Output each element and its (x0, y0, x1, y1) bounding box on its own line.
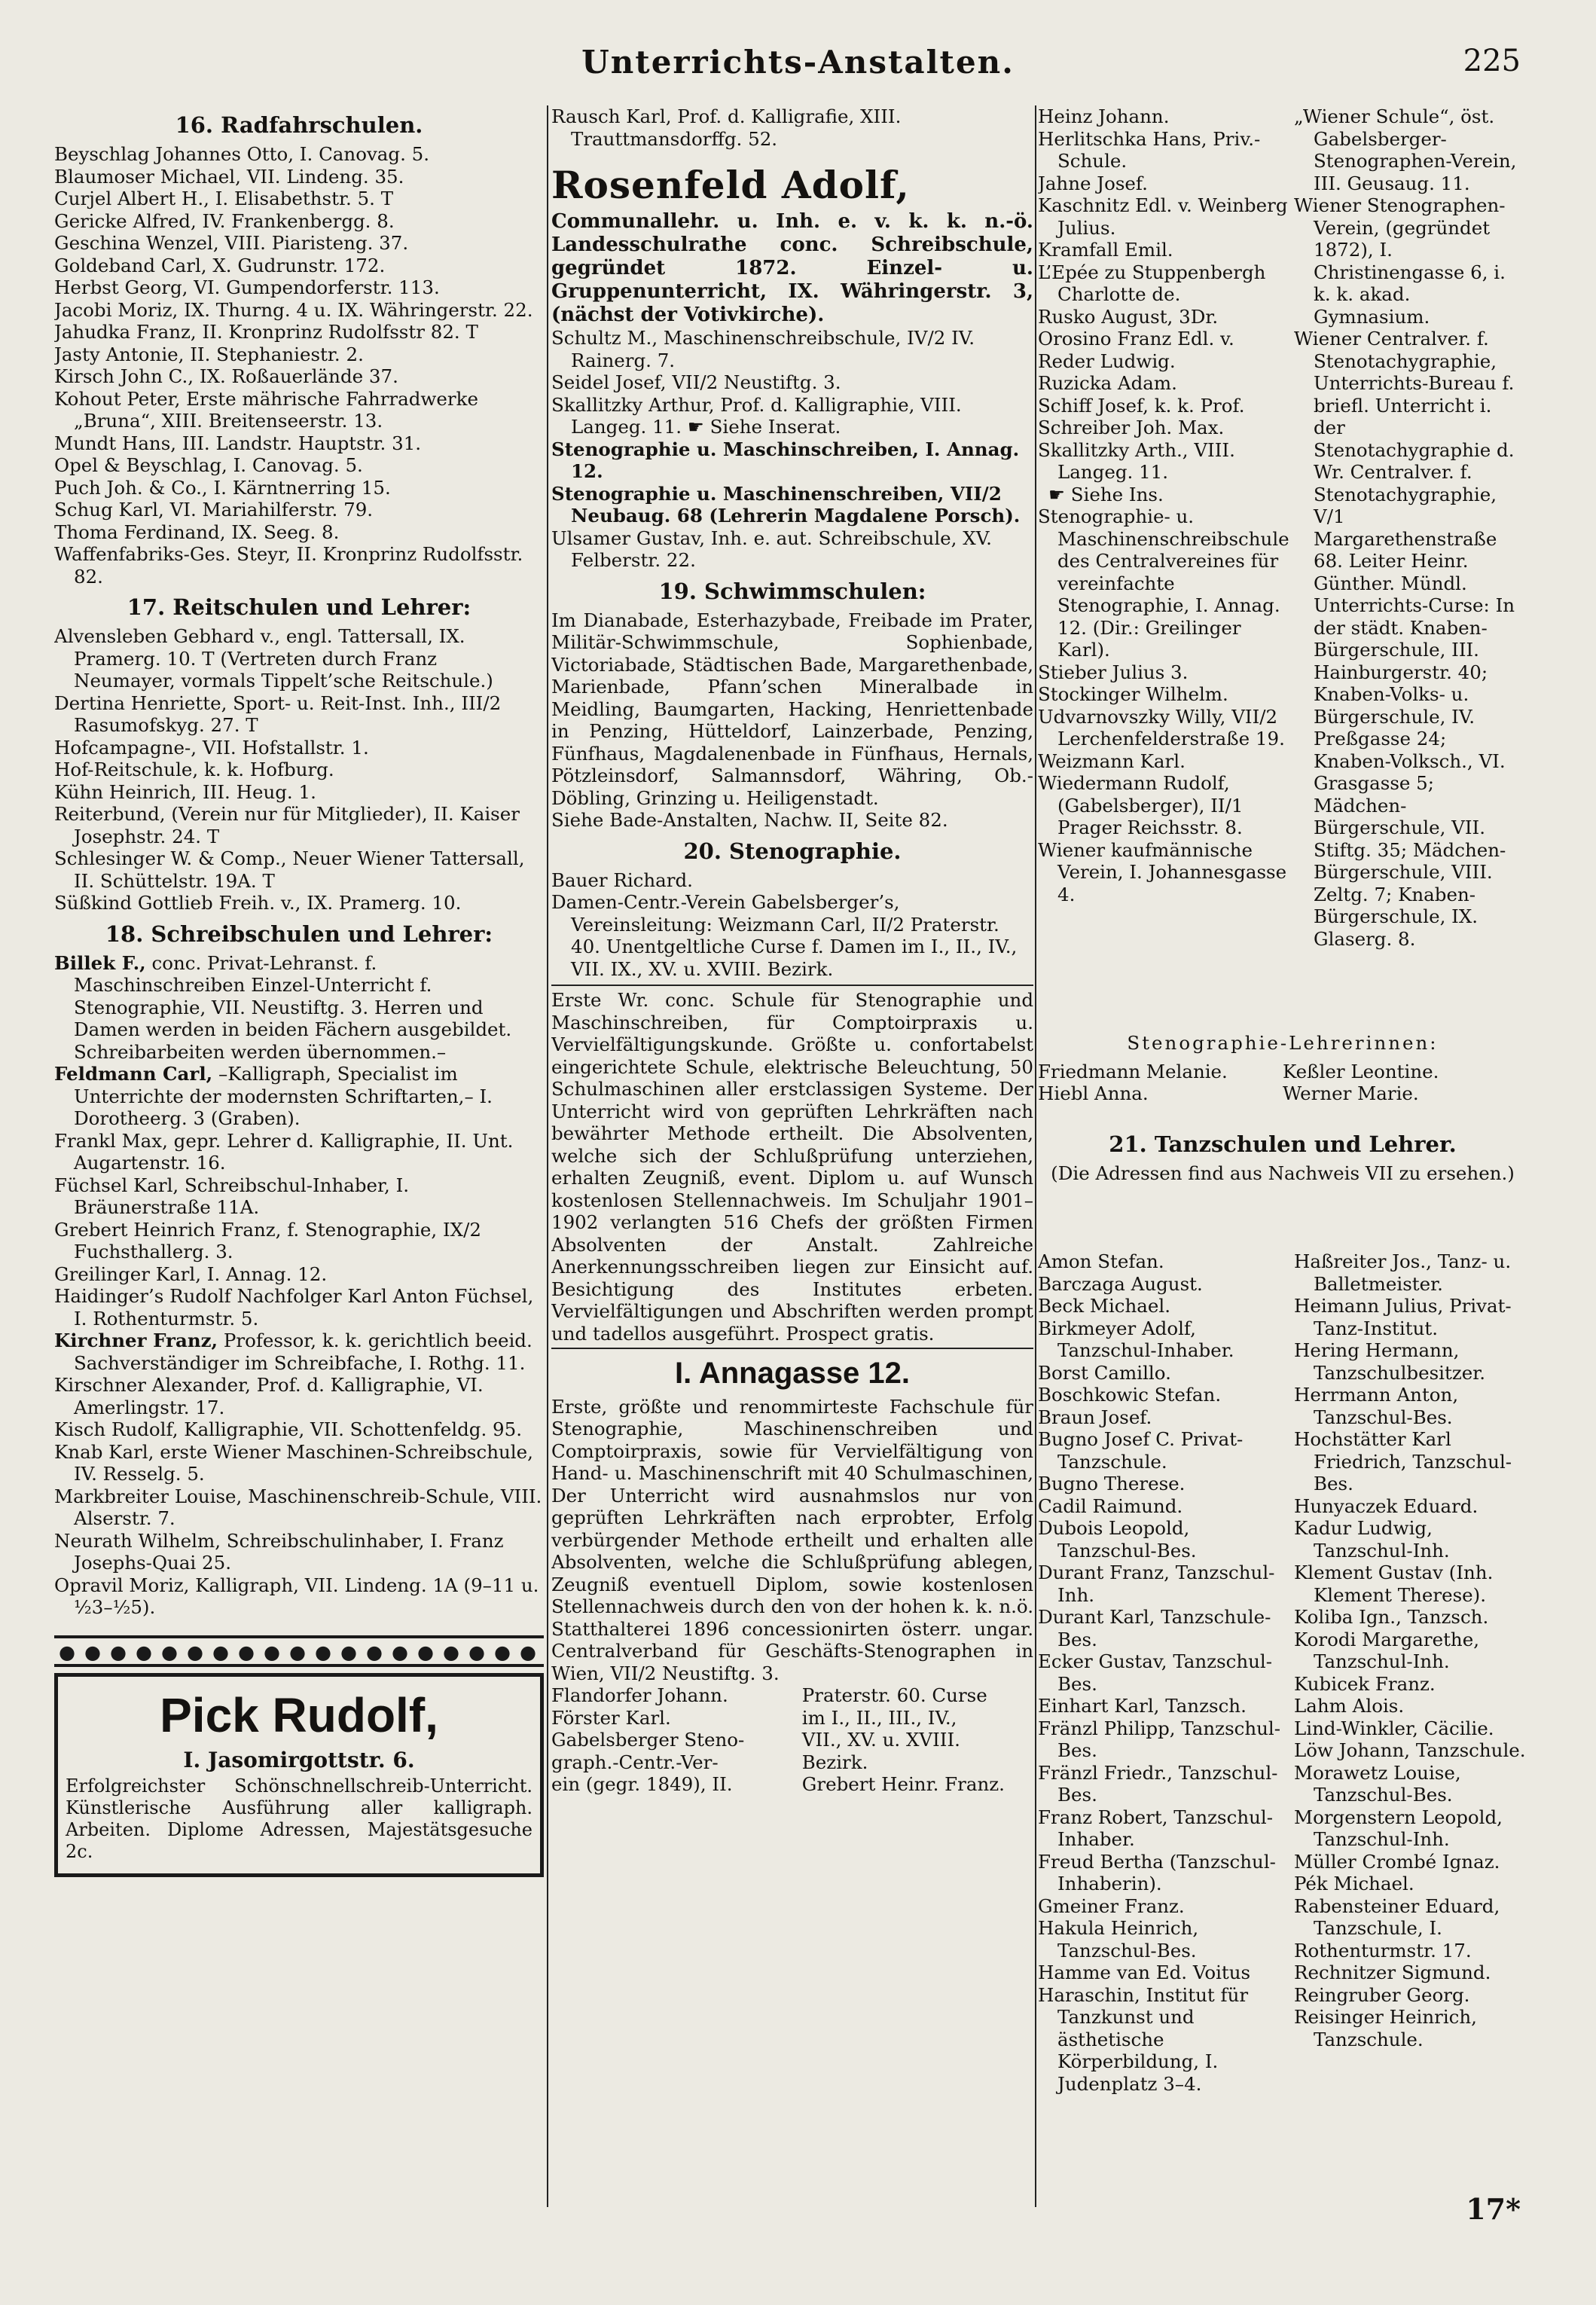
list-item: Haßreiter Jos., Tanz- u. Balletmeister. (1294, 1250, 1512, 1295)
column-2 (551, 105, 1033, 2207)
list-item: Bauer Richard. (551, 869, 693, 891)
list-item: Stenographie- u. Maschinenschreibschule des Centralvereines für vereinfachte Stenographie, I. Annag. 12. (Dir.: Greilinger Karl). (1038, 505, 1289, 661)
table-cell: graph.-Centr.-Ver- (551, 1751, 719, 1773)
list-item: Schlesinger W. & Comp., Neuer Wiener Tattersall, II. Schüttelstr. 19A. T (54, 847, 525, 892)
list-item: Udvarnovszky Willy, VII/2 Lerchenfelderstraße 19. (1038, 705, 1285, 750)
table-row (551, 1729, 1033, 1751)
list-item: Stieber Julius 3. (1038, 661, 1189, 683)
list-item: Gmeiner Franz. (1038, 1894, 1185, 1917)
list-item: Fränzl Philipp, Tanzschul-Bes. (1038, 1717, 1281, 1761)
table-cell: Förster Karl. (551, 1706, 671, 1729)
table-cell: VII., XV. u. XVIII. (801, 1729, 960, 1751)
list-item: Kadur Ludwig, Tanzschul-Inh. (1294, 1517, 1450, 1562)
section-heading: 20. Stenographie. (683, 838, 902, 864)
schwimm-note: Siehe Bade-Anstalten, Nachw. II, Seite 82. (551, 809, 948, 831)
ad-name: Pick Rudolf, (160, 1687, 438, 1742)
list-item: Geschina Wenzel, VIII. Piaristeng. 37. (54, 232, 409, 254)
list-item: Alvensleben Gebhard v., engl. Tattersall, IX. Pramerg. 10. T (Vertreten durch Franz Neumayer, vormals Tippelt’sche Reitschule.) (54, 625, 493, 692)
list-item: Ruzicka Adam. (1038, 372, 1177, 394)
list-item: Pék Michael. (1294, 1873, 1414, 1894)
list-item: Herlitschka Hans, Priv.-Schule. (1038, 127, 1261, 172)
table-cell: Gabelsberger Steno- (551, 1729, 745, 1751)
list-item: Wiener Stenographen-Verein, (gegründet 1872), I. Christinengasse 6, i. k. k. akad. Gymnasium. (1294, 194, 1506, 328)
list-item: Bugno Josef C. Privat-Tanzschule. (1038, 1428, 1244, 1473)
erste-schule-text: Erste Wr. conc. Schule für Stenographie und Maschinschreiben, für Comptoirpraxis u. Vervielfältigungskunde. Größte u. confortabelst eingerichtete Schule, elektrische Beleuchtung, 50 Schulmaschinen aller erstclassigen Systeme. Der Unterricht wird von geprüften Lehrkräften nach bewährter Methode ertheilt. Die Absolventen, welche sich der Schlußprüfung unterziehen, erhalten Zeugniß, event. Diplom u. auf Wunsch kostenlosen Stellennachweis. Im Schuljahr 1901–1902 verlangten 516 Chefs der größten Firmen Absolventen der Anstalt. Zahlreiche Anerkennungsschreiben liegen zur Einsicht auf. Besichtigung des Institutes erbeten. Vervielfältigungen und Abschriften werden prompt und tadellos ausgeführt. Prospect gratis. (551, 989, 1033, 1345)
list-item: Curjel Albert H., I. Elisabethstr. 5. T (54, 188, 394, 209)
list-item: Skallitzky Arthur, Prof. d. Kalligraphie, VIII. Langeg. 11. ☛ Siehe Inserat. (551, 393, 962, 438)
list-item: Klement Gustav (Inh. Klement Therese). (1294, 1562, 1494, 1606)
tanz-note: (Die Adressen find aus Nachweis VII zu ersehen.) (1051, 1162, 1515, 1184)
list-item: Gericke Alfred, IV. Frankenbergg. 8. (54, 209, 395, 232)
list-item: Braun Josef. (1038, 1406, 1152, 1428)
list-item: Schug Karl, VI. Mariahilferstr. 79. (54, 499, 374, 521)
table-cell: Werner Marie. (1283, 1082, 1419, 1104)
list-item: Kohout Peter, Erste mährische Fahrradwerke „Bruna“, XIII. Breitenseerstr. 13. (54, 387, 478, 432)
list-item: Schreiber Joh. Max. (1038, 417, 1225, 438)
ad-text: Erfolgreichster Schönschnellschreib-Unterricht. Künstlerische Ausführung aller kalligraph. Arbeiten. Diplome Adressen, Majestätsgesuche 2c. (66, 1775, 533, 1862)
list-item: Hof-Reitschule, k. k. Hofburg. (54, 759, 334, 780)
list-item: Opravil Moriz, Kalligraph, VII. Lindeng. 1A (9–11 u. ½3–½5). (54, 1574, 539, 1618)
list-item: Weizmann Karl. (1038, 750, 1186, 772)
list-item: Birkmeyer Adolf, Tanzschul-Inhaber. (1038, 1317, 1234, 1361)
list-item: Dertina Henriette, Sport- u. Reit-Inst. Inh., III/2 Rasumofskyg. 27. T (54, 692, 502, 736)
list-item: Frankl Max, gepr. Lehrer d. Kalligraphie, II. Unt. Augartenstr. 16. (54, 1129, 514, 1174)
table-row (551, 1684, 1033, 1707)
list-item: Orosino Franz Edl. v. (1038, 328, 1234, 350)
bottom-table (551, 1684, 1033, 1796)
list-item: Thoma Ferdinand, IX. Seeg. 8. (54, 521, 340, 543)
reit-list (54, 625, 544, 914)
list-item: Skallitzky Arth., VIII. Langeg. 11. (1038, 438, 1235, 483)
list-item: Blaumoser Michael, VII. Lindeng. 35. (54, 165, 404, 188)
list-item: Feldmann Carl, –Kalligraph, Specialist im Unterrichte der modernsten Schriftarten,– I. Dorotheerg. 3 (Graben). (54, 1063, 493, 1129)
list-item: Freud Bertha (Tanzschul-Inhaberin). (1038, 1850, 1276, 1894)
list-item: Hofcampagne-, VII. Hofstallstr. 1. (54, 736, 369, 759)
list-item: Amon Stefan. (1038, 1250, 1164, 1272)
list-item: Goldeband Carl, X. Gudrunstr. 172. (54, 254, 386, 276)
table-cell: im I., II., III., IV., (801, 1706, 957, 1729)
list-item: Rothenturmstr. 17. (1294, 1939, 1472, 1962)
table-cell: ein (gegr. 1849), II. (551, 1773, 733, 1795)
list-item: Jahne Josef. (1038, 172, 1148, 194)
table-cell: Friedmann Melanie. (1038, 1060, 1228, 1082)
list-item: Knab Karl, erste Wiener Maschinen-Schreibschule, IV. Resselg. 5. (54, 1440, 533, 1485)
table-row (1038, 1082, 1527, 1105)
list-item: Hamme van Ed. Voitus (1038, 1962, 1251, 1983)
list-item: Durant Franz, Tanzschul-Inh. (1038, 1562, 1275, 1606)
list-item: Heinz Johann. (1038, 105, 1170, 127)
list-item: Seidel Josef, VII/2 Neustiftg. 3. (551, 371, 841, 393)
list-item: Wiedermann Rudolf, (Gabelsberger), II/1 Prager Reichsstr. 8. (1038, 772, 1244, 838)
schreib-list (54, 952, 544, 1619)
list-item: Wiener Centralver. f. Stenotachygraphie, Unterrichts-Bureau f. briefl. Unterricht i. der Stenotachygraphie d. Wr. Centralver. f. Stenotachygraphie, V/1 Margarethenstraße 68. Leiter Heinr. Günther. Mündl. Unterrichts-Curse: In der städt. Knaben-Bürgerschule, III. Hainburgerstr. 40; Knaben-Volks- u. Bürgerschule, IV. Preßgasse 24; Knaben-Volksch., VI. Grasgasse 5; Mädchen-Bürgerschule, VII. Stiftg. 35; Mädchen-Bürgerschule, VIII. Zeltg. 7; Knaben-Bürgerschule, IX. Glaserg. 8. (1294, 328, 1515, 950)
list-item: Hering Hermann, Tanzschulbesitzer. (1294, 1339, 1486, 1384)
list-item: Jasty Antonie, II. Stephaniestr. 2. (54, 343, 364, 365)
list-item: Rabensteiner Eduard, Tanzschule, I. (1294, 1894, 1500, 1939)
table-cell: Flandorfer Johann. (551, 1684, 728, 1706)
list-item: Schiff Josef, k. k. Prof. (1038, 394, 1245, 417)
list-item: Borst Camillo. (1038, 1361, 1171, 1384)
list-item: Billek F., conc. Privat-Lehranst. f. Maschinschreiben Einzel-Unterricht f. Stenographie, VII. Neustiftg. 3. Herren und Damen werden in beiden Fächern ausgebildet. Schreibarbeiten werden übernommen.– (54, 951, 512, 1063)
list-item: ☛ Siehe Ins. (1048, 483, 1164, 505)
list-item: Neurath Wilhelm, Schreibschulinhaber, I. Franz Josephs-Quai 25. (54, 1529, 504, 1574)
list-item: Opel & Beyschlag, I. Canovag. 5. (54, 454, 363, 476)
list-item: Schultz M., Maschinenschreibschule, IV/2 IV. Rainerg. 7. (551, 327, 975, 371)
list-item: Wiener kaufmännische Verein, I. Johannesgasse 4. (1038, 838, 1287, 905)
list-item: Ecker Gustav, Tanzschul-Bes. (1038, 1650, 1273, 1695)
list-item: Jahudka Franz, II. Kronprinz Rudolfsstr 82. T (54, 321, 478, 343)
table-row (551, 1773, 1033, 1796)
list-item: L’Epée zu Stuppenbergh Charlotte de. (1038, 261, 1266, 305)
list-item: Heimann Julius, Privat-Tanz-Institut. (1294, 1295, 1512, 1339)
sheet-signature: 17* (1466, 2192, 1521, 2226)
list-item: Hunyaczek Eduard. (1294, 1494, 1479, 1517)
list-item: Haraschin, Institut für Tanzkunst und ästhetische Körperbildung, I. Judenplatz 3–4. (1038, 1983, 1249, 2095)
list-item: „Wiener Schule“, öst. Gabelsberger-Stenographen-Verein, III. Geusaug. 11. (1294, 105, 1517, 194)
rosenfeld-text: Communallehr. u. Inh. e. v. k. k. n.-ö. Landesschulrathe conc. Schreibschule, gegründet 1872. Einzel- u. Gruppenunterricht, IX. Währingerstr. 3, (nächst der Votivkirche). (551, 210, 1033, 326)
list-item: Rechnitzer Sigmund. (1294, 1962, 1491, 1983)
table-row (1038, 1061, 1527, 1083)
rosenfeld-name: Rosenfeld Adolf, (551, 163, 910, 207)
list-item: Einhart Karl, Tanzsch. (1038, 1695, 1247, 1717)
section-heading: 19. Schwimmschulen: (658, 578, 926, 604)
list-item: Korodi Margarethe, Tanzschul-Inh. (1294, 1628, 1479, 1672)
list-item: Herrmann Anton, Tanzschul-Bes. (1294, 1384, 1459, 1428)
list-item: Löw Johann, Tanzschule. (1294, 1739, 1526, 1761)
list-item: Reingruber Georg. (1294, 1983, 1470, 2006)
table-cell: Praterstr. 60. Curse (801, 1684, 987, 1706)
list-item: Kubicek Franz. (1294, 1672, 1436, 1695)
list-item: Müller Crombé Ignaz. (1294, 1850, 1500, 1873)
list-item: Franz Robert, Tanzschul-Inhaber. (1038, 1806, 1274, 1850)
column-1 (54, 105, 544, 2207)
list-item: Koliba Ign., Tanzsch. (1294, 1606, 1489, 1628)
table-row (551, 1751, 1033, 1774)
list-item: Lahm Alois. (1294, 1695, 1405, 1717)
list-item: Kühn Heinrich, III. Heug. 1. (54, 780, 316, 803)
page-title: Unterrichts-Anstalten. (581, 44, 1015, 81)
list-item: Jacobi Moriz, IX. Thurng. 4 u. IX. Währingerstr. 22. (54, 298, 533, 321)
list-item: Rausch Karl, Prof. d. Kalligrafie, XIII. Trauttmansdorffg. 52. (551, 105, 902, 150)
annagasse-text: Erste, größte und renommirteste Fachschule für Stenographie, Maschinenschreiben und Comptoirpraxis, sowie für Vervielfältigung von Hand- u. Maschinenschrift mit 40 Schulmaschinen, Der Unterricht wird ausnahmslos nur von geprüften Lehrkräften nach erprobter, Erfolg verbürgender Methode ertheilt und erhalten alle Absolventen, welche die Schlußprüfung ablegen, Zeugniß eventuell Diplom, sowie kostenlosen Stellennachweis durch den von der hohen k. k. n.ö. Statthalterei 1896 concessionirten österr. ungar. Centralverband für Geschäfts-Stenographen in Wien, VII/2 Neustiftg. 3. (551, 1395, 1033, 1684)
table-cell: Bezirk. (801, 1751, 868, 1773)
list-item: Damen-Centr.-Verein Gabelsberger’s, Vereinsleitung: Weizmann Carl, II/2 Praterstr. 40. Unentgeltliche Curse f. Damen im I., II., IV., VII. IX., XV. u. XVIII. Bezirk. (551, 891, 1018, 980)
list-item: Fränzl Friedr., Tanzschul-Bes. (1038, 1761, 1278, 1806)
advertisement-pick-rudolf (54, 1673, 544, 1878)
list-item: Grebert Heinrich Franz, f. Stenographie, IX/2 Fuchsthallerg. 3. (54, 1218, 481, 1262)
radfahr-list (54, 143, 544, 588)
section-heading: 18. Schreibschulen und Lehrer: (105, 920, 493, 947)
list-item: Hakula Heinrich, Tanzschul-Bes. (1038, 1917, 1199, 1962)
ad-address: I. Jasomirgottstr. 6. (183, 1747, 415, 1772)
list-item: Kisch Rudolf, Kalligraphie, VII. Schottenfeldg. 95. (54, 1418, 522, 1440)
list-item: Greilinger Karl, I. Annag. 12. (54, 1262, 328, 1285)
page-number: 225 (1463, 44, 1521, 78)
column-divider (1035, 105, 1036, 2207)
table-cell: Hiebl Anna. (1038, 1082, 1149, 1104)
list-item: Ulsamer Gustav, Inh. e. aut. Schreibschule, XV. Felberstr. 22. (551, 527, 992, 571)
erste-schule-box (551, 985, 1033, 1349)
list-item: Lind-Winkler, Cäcilie. (1294, 1717, 1494, 1739)
list-item: Reder Ludwig. (1038, 350, 1176, 372)
list-item: Kaschnitz Edl. v. Weinberg Julius. (1038, 194, 1288, 239)
lehrerinnen-heading: Stenographie-Lehrerinnen: (1127, 1032, 1439, 1054)
list-item: Reisinger Heinrich, Tanzschule. (1294, 2006, 1477, 2050)
list-item: Markbreiter Louise, Maschinenschreib-Schule, VIII. Alserstr. 7. (54, 1485, 542, 1529)
list-item: Puch Joh. & Co., I. Kärntnerring 15. (54, 476, 391, 499)
table-cell: Grebert Heinr. Franz. (801, 1773, 1005, 1795)
list-item: Herbst Georg, VI. Gumpendorferstr. 113. (54, 276, 440, 298)
list-item: Füchsel Karl, Schreibschul-Inhaber, I. Bräunerstraße 11A. (54, 1174, 410, 1218)
table-cell: Keßler Leontine. (1283, 1060, 1439, 1082)
list-item: Rusko August, 3Dr. (1038, 305, 1219, 328)
list-item: Kirschner Alexander, Prof. d. Kalligraphie, VI. Amerlingstr. 17. (54, 1374, 484, 1418)
column-divider (547, 105, 548, 2207)
lehrerinnen-block (1038, 1032, 1527, 1184)
annagasse-address: I. Annagasse 12. (675, 1357, 910, 1390)
list-item: Süßkind Gottlieb Freih. v., IX. Pramerg. 10. (54, 892, 462, 914)
table-row (551, 1707, 1033, 1730)
list-item: Waffenfabriks-Ges. Steyr, II. Kronprinz Rudolfsstr. 82. (54, 543, 523, 588)
section-heading: 21. Tanzschulen und Lehrer. (1109, 1131, 1457, 1157)
list-item: Mundt Hans, III. Landstr. Hauptstr. 31. (54, 432, 422, 454)
steno-list (1038, 105, 1290, 905)
list-item: Beyschlag Johannes Otto, I. Canovag. 5. (54, 143, 430, 165)
list-item: Barczaga August. (1038, 1272, 1203, 1295)
tanz-list-left (1038, 1250, 1286, 2207)
schwimm-text: Im Dianabade, Esterhazybade, Freibade im Prater, Militär-Schwimmschule, Sophienbade, Victoriabade, Städtischen Bade, Margarethenbade, Marienbade, Pfann’schen Mineralbade in Meidling, Baumgarten, Hacking, Henriettenbade in Penzing, Hütteldorf, Lainzerbade, Penzing, Fünfhaus, Magdalenenbade in Fünfhaus, Hernals, Pötzleinsdorf, Salmannsdorf, Währing, Ob.-Döbling, Grinzing u. Heiligenstadt. (551, 609, 1033, 809)
section-heading: 17. Reitschulen und Lehrer: (127, 594, 471, 620)
list-item: Kirchner Franz, Professor, k. k. gerichtlich beeid. Sachverständiger im Schreibfache, I. Rothg. 11. (54, 1330, 533, 1374)
list-item: Kramfall Emil. (1038, 239, 1173, 261)
list-item: Stenographie u. Maschinenschreiben, VII/2 Neubaug. 68 (Lehrerin Magdalene Porsch). (551, 482, 1021, 527)
list-item: Dubois Leopold, Tanzschul-Bes. (1038, 1517, 1197, 1562)
list-item: Kirsch John C., IX. Roßauerlände 37. (54, 365, 398, 387)
list-item: Hochstätter Karl Friedrich, Tanzschul-Bes. (1294, 1428, 1512, 1494)
list-item: Beck Michael. (1038, 1295, 1171, 1317)
list-item: Stenographie u. Maschinschreiben, I. Annag. 12. (551, 438, 1020, 482)
list-item: Durant Karl, Tanzschule-Bes. (1038, 1606, 1271, 1650)
list-item: Boschkowic Stefan. (1038, 1384, 1222, 1406)
list-item: Cadil Raimund. (1038, 1494, 1183, 1517)
list-item: Reiterbund, (Verein nur für Mitglieder), II. Kaiser Josephstr. 24. T (54, 803, 520, 847)
column-4 (1294, 105, 1527, 1024)
section-heading: 16. Radfahrschulen. (175, 112, 423, 138)
list-item: Morawetz Louise, Tanzschul-Bes. (1294, 1761, 1461, 1806)
ornament-border (54, 1635, 544, 1667)
tanz-list-right (1294, 1250, 1527, 2207)
page-header (0, 44, 1596, 89)
list-item: Haidinger’s Rudolf Nachfolger Karl Anton Füchsel, I. Rothenturmstr. 5. (54, 1285, 534, 1330)
list-item: Morgenstern Leopold, Tanzschul-Inh. (1294, 1806, 1503, 1850)
list-item: Stockinger Wilhelm. (1038, 683, 1228, 705)
list-item: Bugno Therese. (1038, 1473, 1186, 1494)
